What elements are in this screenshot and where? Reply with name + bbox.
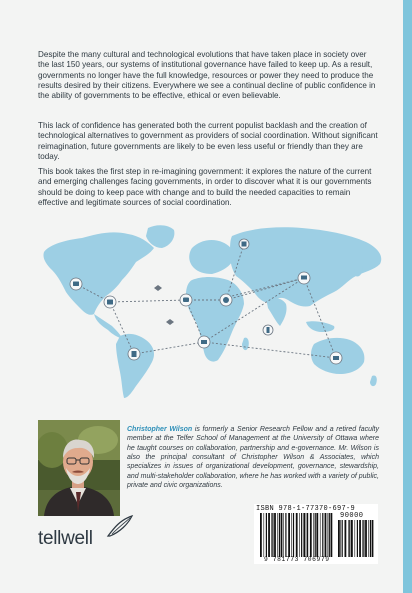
barcode-addon [338,520,374,557]
barcode-bar [338,520,340,557]
author-name: Christopher Wilson [127,426,193,433]
blurb-paragraph-3: This book takes the first step in re-imagining government: it explores the nature of the current and emerging challenges facing governments, in order to discover what it is our governments should be doing to keep pace with change and to build the needed capacities to remain effective and legitimate sources of social coordination. [38,167,372,207]
publisher-logo [38,514,138,554]
barcode-bar [299,513,300,557]
barcode-bar [359,520,361,557]
new-zealand-shape [370,375,377,386]
barcode-bar [372,520,374,557]
barcode-bar [362,520,363,557]
barcode-bar [345,520,347,557]
author-photo [38,420,120,516]
india-shape [266,297,287,326]
blurb-paragraph-1: Despite the many cultural and technological evolutions that have taken place in society over the last 150 years, our systems of institutional governance have failed to keep up. As a result, governments no longer have the full knowledge, resources or power they need to produce the results desired by their citizens. Everywhere we see a continual decline of public confidence in the ability of governments to be effective, ethical or even believable. [38,50,376,101]
europe-shape [189,240,233,274]
accent-stripe [403,0,412,593]
barcode-bar [268,513,270,557]
barcode-bar [277,513,278,557]
barcode-bar [288,513,290,557]
barcode-bar [351,520,353,557]
barcode-bar [291,513,292,557]
barcode-bar [349,520,350,557]
barcode-bar [285,513,286,557]
barcode-bar [365,520,367,557]
barcode-bar [340,520,341,557]
central-america-shape [94,314,122,338]
barcode-bar [363,520,364,557]
author-bio-text: is formerly a Senior Research Fellow and a retired faculty member at the Telfer School of Management at the University of Ottawa where he taught courses on collaboration, partnership and e-governance. Mr. Wilson is also the principal consultant of Christopher Wilson & Associates, which specializes in issues of organizational development, governance, stewardship, and multi-stakeholder collaboration, where he has worked with a variety of public, private and civic organizations. [127,426,379,490]
barcode-bar [279,513,280,557]
barcode-bar [331,513,333,557]
barcode-bar [368,520,369,557]
barcode-bar [274,513,276,557]
barcode-bar [328,513,329,557]
indonesia-shape [306,321,334,332]
world-network-map [36,222,386,400]
barcode-bar [271,513,272,557]
barcode-main [260,513,334,557]
barcode-bar [306,513,307,557]
quill-icon [106,514,134,538]
barcode-bar [310,513,312,557]
barcode-bar [293,513,294,557]
barcode-bar [281,513,283,557]
barcode-bar [260,513,262,557]
barcode-bar [355,520,356,557]
north-america-shape [43,232,154,314]
barcode-bar [357,520,358,557]
isbn-text: ISBN 978-1-77370-697-9 [256,505,356,513]
barcode-bar [325,513,327,557]
barcode-bar [303,513,305,557]
barcode-bar [329,513,330,557]
blurb-paragraph-2: This lack of confidence has generated both the current populist backlash and the creation of technological alternatives to government as providers of social coordination. Without significant reimagination, future governments are likely to be even less useful or friendly than they are today. [38,121,378,161]
barcode-bar [342,520,343,557]
publisher-logo-text: tellwell [38,528,93,549]
barcode-bar [283,513,284,557]
barcode-bar [296,513,298,557]
barcode-bar [266,513,267,557]
barcode-bar [322,513,323,557]
barcode-bar [307,513,308,557]
barcode-bar [315,513,316,557]
barcode-bar [320,513,321,557]
author-bio [127,425,379,490]
south-america-shape [116,334,154,398]
barcode-bar [316,513,318,557]
madagascar-shape [242,338,249,350]
barcode-bar [301,513,302,557]
barcode-bar [370,520,371,557]
barcode-bar [313,513,314,557]
barcode-addon-text: 90000 [340,512,364,520]
barcode-bar [264,513,265,557]
barcode-bar [348,520,349,557]
barcode-bar [272,513,273,557]
barcode-human-readable: 9 781773 706979 [264,556,330,563]
